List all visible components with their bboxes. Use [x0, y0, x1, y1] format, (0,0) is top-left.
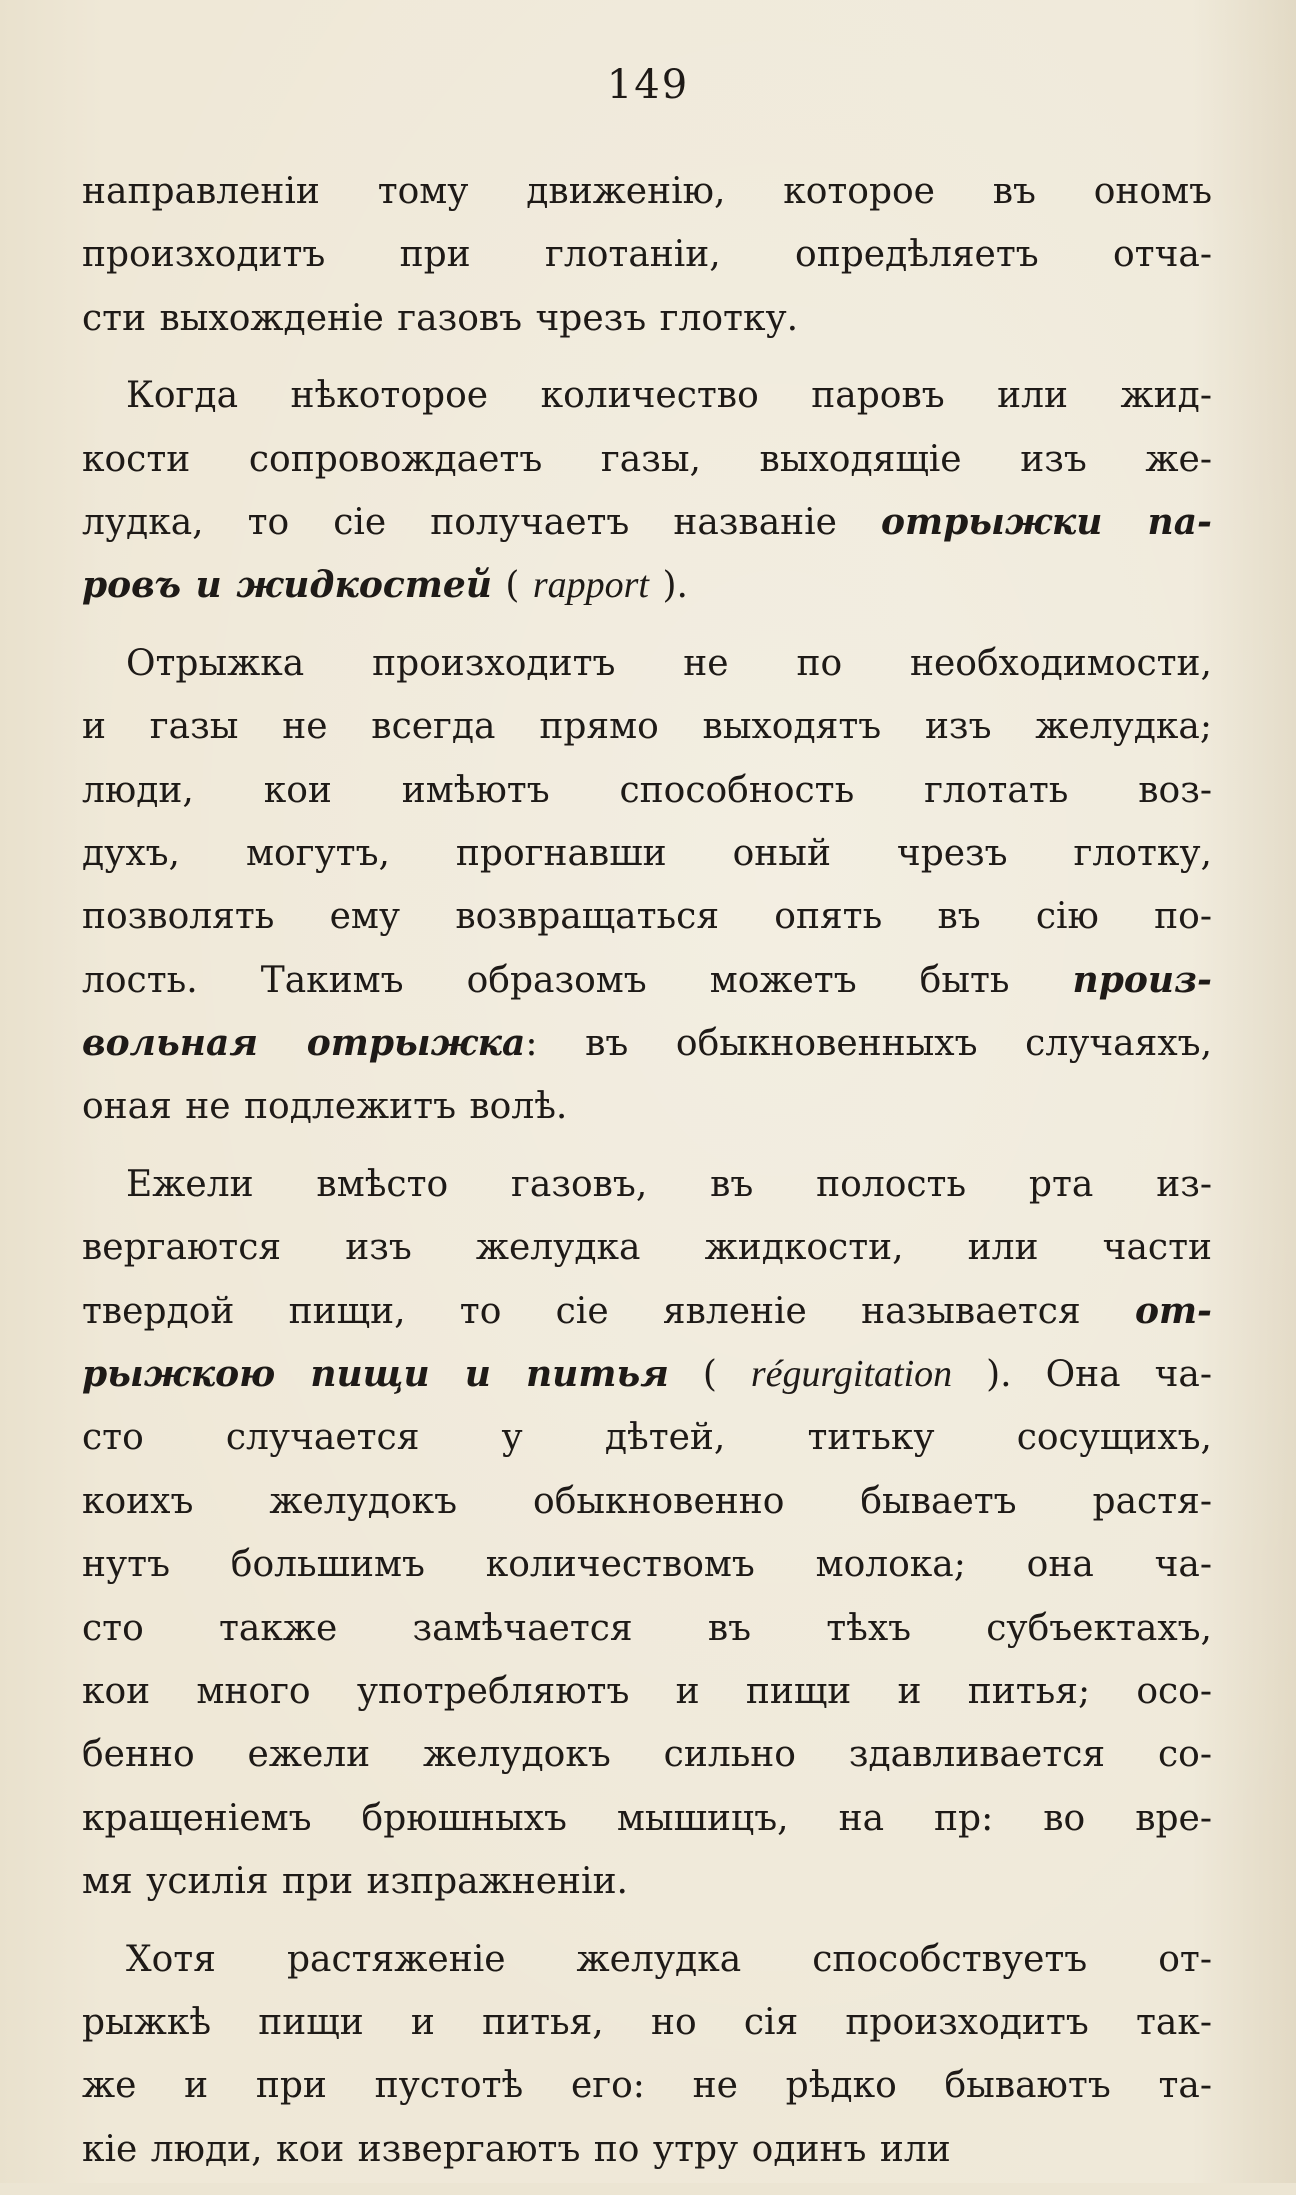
text-segment: направленіи тому движенію, которое въ ономъ — [82, 171, 1212, 212]
text-segment: и газы не всегда прямо выходятъ изъ желудка; — [82, 706, 1212, 748]
text-segment: ). — [649, 565, 688, 607]
paragraph — [82, 364, 1212, 618]
text-line — [82, 632, 1212, 695]
text-segment: Хотя растяженіе желудка способствуетъ от- — [126, 1938, 1212, 1980]
italic-term: отрыжки па- — [881, 500, 1212, 543]
text-line — [82, 1406, 1212, 1469]
text-line — [82, 1660, 1212, 1723]
text-line — [82, 160, 1212, 223]
italic-term: произ- — [1072, 958, 1212, 1001]
text-line — [82, 428, 1212, 491]
text-line — [82, 1850, 1212, 1913]
text-segment: духъ, могутъ, прогнавши оный чрезъ глотку, — [82, 832, 1212, 874]
text-segment: кои много употребляютъ и пищи и питья; осо- — [82, 1670, 1212, 1712]
text-segment: рыжкѣ пищи и питья, но сія произходитъ так- — [82, 2001, 1212, 2043]
text-line — [82, 1216, 1212, 1279]
text-segment: кости сопровождаетъ газы, выходящіе изъ же- — [82, 438, 1212, 480]
text-segment: ( — [491, 565, 533, 607]
page-number: 149 — [606, 62, 690, 108]
text-line — [82, 1597, 1212, 1660]
text-segment: сти выхожденіе газовъ чрезъ глотку. — [82, 297, 799, 339]
text-segment: сто случается у дѣтей, титьку сосущихъ, — [82, 1417, 1212, 1459]
text-line — [82, 759, 1212, 822]
paragraph — [82, 632, 1212, 1139]
text-line — [82, 1153, 1212, 1216]
text-line — [82, 1787, 1212, 1850]
latin-term: régurgitation — [750, 1353, 953, 1396]
paragraph — [82, 1153, 1212, 1914]
text-segment: : въ обыкновенныхъ случаяхъ, — [525, 1023, 1213, 1065]
text-line — [82, 1343, 1212, 1406]
italic-term: рыжкою пищи и питья — [82, 1353, 669, 1396]
text-line — [82, 822, 1212, 885]
text-segment: кіе люди, кои извергаютъ по утру одинъ или — [82, 2128, 951, 2170]
paragraph — [82, 160, 1212, 350]
paragraph — [82, 1928, 1212, 2182]
text-line — [82, 1280, 1212, 1343]
text-segment: лость. Такимъ образомъ можетъ быть — [82, 959, 1073, 1001]
text-segment: ). Она ча- — [952, 1354, 1212, 1396]
text-line — [82, 1012, 1212, 1075]
text-line — [82, 1533, 1212, 1596]
text-line — [82, 885, 1212, 948]
text-line — [82, 1723, 1212, 1786]
text-line — [82, 287, 1212, 350]
text-segment: люди, кои имѣютъ способность глотать воз- — [82, 769, 1212, 811]
text-line — [82, 491, 1212, 554]
text-line — [82, 554, 1212, 617]
text-segment: вергаются изъ желудка жидкости, или части — [82, 1227, 1212, 1269]
text-line — [82, 2118, 1212, 2181]
text-line — [82, 949, 1212, 1012]
text-segment: коихъ желудокъ обыкновенно бываетъ растя- — [82, 1480, 1212, 1522]
latin-term: rapport — [532, 564, 649, 607]
italic-term: вольная отрыжка — [82, 1022, 526, 1065]
italic-term: от- — [1134, 1289, 1212, 1332]
text-line — [82, 1470, 1212, 1533]
text-segment: бенно ежели желудокъ сильно здавливается со- — [82, 1734, 1212, 1776]
text-segment: ( — [668, 1354, 751, 1396]
text-line — [82, 1928, 1212, 1991]
text-segment: Отрыжка произходитъ не по необходимости, — [126, 642, 1212, 684]
text-segment: кращеніемъ брюшныхъ мышицъ, на пр: во вре- — [82, 1797, 1212, 1839]
text-segment: позволять ему возвращаться опять въ сію по- — [82, 896, 1212, 938]
text-line — [82, 695, 1212, 758]
text-segment: сто также замѣчается въ тѣхъ субъектахъ, — [82, 1607, 1212, 1649]
text-segment: лудка, то сіе получаетъ названіе — [82, 501, 881, 543]
text-segment: оная не подлежитъ волѣ. — [82, 1086, 568, 1128]
text-line — [82, 1991, 1212, 2054]
text-line — [82, 1075, 1212, 1138]
text-segment: произходитъ при глотаніи, опредѣляетъ отча- — [82, 234, 1212, 276]
text-line — [82, 364, 1212, 427]
text-line — [82, 223, 1212, 286]
text-segment: Ежели вмѣсто газовъ, въ полость рта из- — [126, 1163, 1212, 1205]
text-segment: Когда нѣкоторое количество паровъ или жид- — [126, 375, 1212, 417]
italic-term: ровъ и жидкостей — [82, 564, 492, 607]
text-segment: мя усилія при изпражненіи. — [82, 1861, 628, 1903]
text-segment: нутъ большимъ количествомъ молока; она ча- — [82, 1544, 1212, 1586]
text-segment: твердой пищи, то сіе явленіе называется — [82, 1290, 1135, 1332]
text-line — [82, 2054, 1212, 2117]
page-body-text — [82, 160, 1212, 2195]
text-segment: же и при пустотѣ его: не рѣдко бываютъ та- — [82, 2065, 1212, 2107]
